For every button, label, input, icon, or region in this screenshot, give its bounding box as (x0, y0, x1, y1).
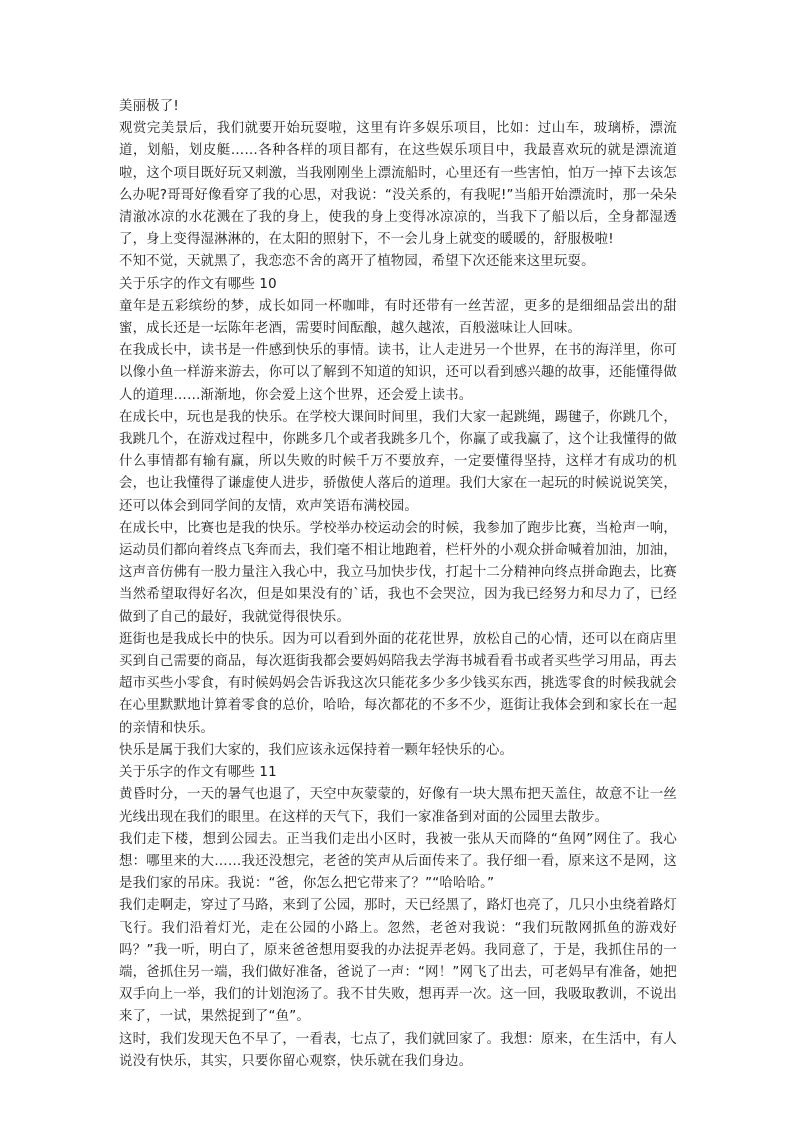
paragraph: 快乐是属于我们大家的，我们应该永远保持着一颗年轻快乐的心。 (119, 742, 514, 758)
paragraph: 在我成长中，读书是一件感到快乐的事情。读书，让人走进另一个世界，在书的海洋里，你可以像小鱼一样游来游去，你可以了解到不知道的知识，还可以看到感兴趣的故事，还能懂得做人的道理……渐渐地，你会爱上这个世界，还会爱上读书。 (119, 343, 677, 403)
document-body (119, 96, 677, 1073)
paragraph: 我们走下楼，想到公园去。正当我们走出小区时，我被一张从天而降的“鱼网”网住了。我心想：哪里来的大……我还没想完，老爸的笑声从后面传来了。我仔细一看，原来这不是网，这是我们家的吊床。我说：“爸，你怎么把它带来了？”“哈哈哈。” (119, 831, 677, 892)
paragraph: 在成长中，比赛也是我的快乐。学校举办校运动会的时候，我参加了跑步比赛，当枪声一响，运动员们都向着终点飞奔而去，我们毫不相让地跑着，栏杆外的小观众拼命喊着加油，加油，这声音仿佛有一股力量注入我心中，我立马加快步伐，打起十二分精神向终点拼命跑去，比赛当然希望取得好名次，但是如果没有的`话，我也不会哭泣，因为我已经努力和尽力了，已经做到了自己的最好，我就觉得很快乐。 (119, 520, 677, 625)
paragraph: 美丽极了! (119, 99, 179, 114)
section-heading: 关于乐字的作文有哪些 11 (119, 765, 277, 781)
paragraph: 不知不觉，天就黑了，我恋恋不舍的离开了植物园，希望下次还能来这里玩耍。 (119, 254, 595, 270)
paragraph: 在成长中，玩也是我的快乐。在学校大课间时间里，我们大家一起跳绳，踢毽子，你跳几个，我跳几个，在游戏过程中，你跳多几个或者我跳多几个，你赢了或我赢了，这个让我懂得的做什么事情都有输有赢，所以失败的时候千万不要放弃，一定要懂得坚持，这样才有成功的机会，也让我懂得了谦虚使人进步，骄傲使人落后的道理。我们大家在一起玩的时候说说笑笑，还可以体会到同学间的友情，欢声笑语布满校园。 (119, 409, 677, 514)
paragraph: 逛街也是我成长中的快乐。因为可以看到外面的花花世界，放松自己的心情，还可以在商店里买到自己需要的商品，每次逛街我都会要妈妈陪我去学海书城看看书或者买些学习用品，再去超市买些小零食，有时候妈妈会告诉我这次只能花多少多少钱买东西，挑选零食的时候我就会在心里默默地计算着零食的总价，哈哈，每次都花的不多不少，逛街让我体会到和家长在一起的亲情和快乐。 (119, 631, 677, 736)
paragraph: 观赏完美景后，我们就要开始玩耍啦，这里有许多娱乐项目，比如：过山车，玻璃桥，漂流道，划船，划皮艇……各种各样的项目都有，在这些娱乐项目中，我最喜欢玩的就是漂流道啦，这个项目既好玩又刺激，当我刚刚坐上漂流船时，心里还有一些害怕，怕万一掉下去该怎么办呢?哥哥好像看穿了我的心思，对我说：“没关系的，有我呢!”当船开始漂流时，那一朵朵清澈冰凉的水花溅在了我的身上，使我的身上变得冰凉凉的，当我下了船以后，全身都湿透了，身上变得湿淋淋的，在太阳的照射下，不一会儿身上就变的暖暖的，舒服极啦! (119, 121, 677, 248)
paragraph: 我们走啊走，穿过了马路，来到了公园，那时，天已经黑了，路灯也亮了，几只小虫绕着路灯飞行。我们沿着灯光，走在公园的小路上。忽然，老爸对我说：“我们玩散网抓鱼的游戏好吗？”我一听，明白了，原来爸爸想用耍我的办法捉弄老妈。我同意了，于是，我抓住吊的一端，爸抓住另一端，我们做好准备，爸说了一声：“网！”网飞了出去，可老妈早有准备，她把双手向上一举，我们的计划泡汤了。我不甘失败，想再弄一次。这一回，我吸取教训，不说出来了，一试，果然捉到了“鱼”。 (119, 898, 677, 1025)
paragraph: 黄昏时分，一天的暑气也退了，天空中灰蒙蒙的，好像有一块大黑布把天盖住，故意不让一丝光线出现在我们的眼里。在这样的天气下，我们一家准备到对面的公园里去散步。 (119, 787, 677, 825)
paragraph: 童年是五彩缤纷的梦，成长如同一杯咖啡，有时还带有一丝苦涩，更多的是细细品尝出的甜蜜，成长还是一坛陈年老酒，需要时间酝酿，越久越浓，百般滋味让人回味。 (119, 298, 677, 337)
section-heading: 关于乐字的作文有哪些 10 (119, 276, 277, 292)
paragraph: 这时，我们发现天色不早了，一看表，七点了，我们就回家了。我想：原来，在生活中，有人说没有快乐，其实，只要你留心观察，快乐就在我们身边。 (119, 1031, 677, 1069)
